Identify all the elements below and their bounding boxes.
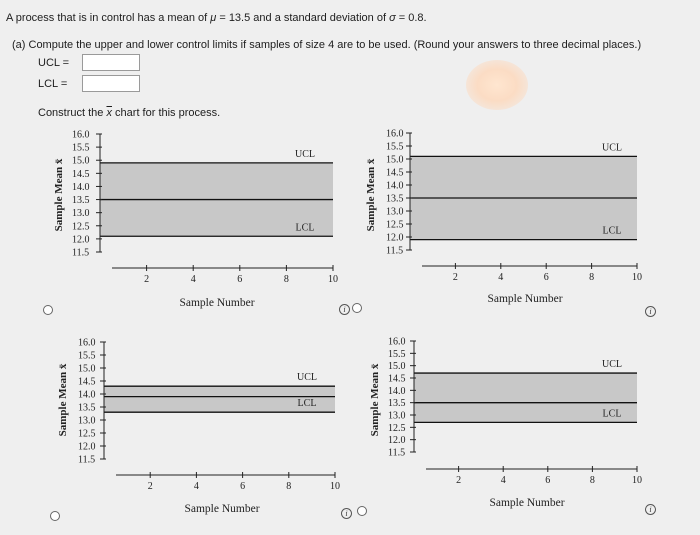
statement-end: . bbox=[423, 12, 427, 24]
info-icon-option-2[interactable]: i bbox=[645, 306, 656, 317]
y-tick-label: 15.0 bbox=[386, 154, 404, 166]
y-tick-label: 16.0 bbox=[78, 337, 96, 349]
y-tick-label: 14.0 bbox=[72, 181, 90, 193]
y-tick-label: 14.0 bbox=[388, 385, 406, 397]
y-axis-title: Sample Mean x̄ bbox=[369, 363, 381, 437]
x-tick-label: 4 bbox=[498, 272, 504, 283]
info-icon-option-3[interactable]: i bbox=[341, 508, 352, 519]
y-tick-label: 11.5 bbox=[78, 454, 96, 466]
radio-option-3[interactable] bbox=[50, 511, 60, 521]
y-tick-label: 11.5 bbox=[388, 447, 406, 459]
y-tick-label: 12.5 bbox=[72, 221, 90, 233]
y-tick-label: 15.0 bbox=[78, 363, 96, 375]
x-tick-label: 10 bbox=[632, 272, 642, 283]
y-tick-label: 16.0 bbox=[388, 336, 406, 348]
x-tick-label: 10 bbox=[632, 475, 642, 486]
x-tick-label: 8 bbox=[286, 481, 292, 492]
y-tick-label: 12.5 bbox=[78, 428, 96, 440]
y-axis-title: Sample Mean x̄ bbox=[57, 363, 69, 437]
mean-value: 13.5 bbox=[228, 12, 251, 24]
x-tick-label: 8 bbox=[283, 274, 289, 285]
y-tick-label: 15.5 bbox=[72, 142, 90, 154]
x-axis-title: Sample Number bbox=[487, 293, 563, 305]
x-tick-label: 2 bbox=[452, 272, 458, 283]
x-bar-symbol: $\overline{x}$ bbox=[106, 107, 112, 119]
y-tick-label: 15.5 bbox=[388, 348, 406, 360]
y-tick-label: 13.0 bbox=[386, 206, 404, 218]
y-tick-label: 15.5 bbox=[386, 141, 404, 153]
ucl-chart-label: UCL bbox=[297, 372, 317, 384]
y-tick-label: 13.5 bbox=[72, 195, 90, 207]
y-tick-label: 14.5 bbox=[386, 167, 404, 179]
ucl-chart-label: UCL bbox=[602, 359, 622, 371]
x-axis-title: Sample Number bbox=[179, 297, 255, 309]
mu-symbol: μ bbox=[210, 12, 217, 24]
y-tick-label: 16.0 bbox=[386, 128, 404, 140]
statement-middle: and a standard deviation of bbox=[250, 12, 390, 24]
y-tick-label: 12.0 bbox=[386, 232, 404, 244]
part-a-question: (a) Compute the upper and lower control limits if samples of size 4 are to be used. (Round your answers to three decimal places.) bbox=[12, 39, 642, 51]
x-axis-title: Sample Number bbox=[184, 503, 260, 515]
x-tick-label: 6 bbox=[237, 274, 243, 285]
x-tick-label: 6 bbox=[240, 481, 246, 492]
x-tick-label: 6 bbox=[545, 475, 551, 486]
lcl-chart-label: LCL bbox=[602, 225, 622, 237]
y-tick-label: 14.5 bbox=[78, 376, 96, 388]
info-icon-option-1[interactable]: i bbox=[339, 304, 350, 315]
x-tick-label: 10 bbox=[328, 274, 338, 285]
y-tick-label: 14.0 bbox=[386, 180, 404, 192]
y-tick-label: 13.5 bbox=[388, 398, 406, 410]
y-tick-label: 12.0 bbox=[78, 441, 96, 453]
radio-option-1[interactable] bbox=[43, 305, 53, 315]
x-tick-label: 10 bbox=[330, 481, 340, 492]
y-tick-label: 13.5 bbox=[386, 193, 404, 205]
lcl-chart-label: LCL bbox=[295, 222, 315, 234]
y-tick-label: 14.5 bbox=[388, 373, 406, 385]
ucl-chart-label: UCL bbox=[295, 148, 315, 160]
y-tick-label: 12.5 bbox=[386, 219, 404, 231]
x-tick-label: 4 bbox=[193, 481, 199, 492]
x-tick-label: 8 bbox=[589, 272, 595, 283]
y-tick-label: 15.5 bbox=[78, 350, 96, 362]
y-tick-label: 12.5 bbox=[388, 422, 406, 434]
y-tick-label: 14.0 bbox=[78, 389, 96, 401]
y-axis-title: Sample Mean x̄ bbox=[53, 158, 65, 232]
radio-option-4[interactable] bbox=[357, 506, 367, 516]
x-tick-label: 2 bbox=[456, 475, 462, 486]
y-tick-label: 12.0 bbox=[388, 435, 406, 447]
y-tick-label: 13.0 bbox=[78, 415, 96, 427]
x-axis-title: Sample Number bbox=[489, 497, 565, 509]
lcl-label: LCL = bbox=[38, 78, 68, 90]
y-tick-label: 14.5 bbox=[72, 168, 90, 180]
statement-prefix: A process that is in control has a mean of bbox=[6, 12, 211, 24]
lcl-chart-label: LCL bbox=[297, 398, 317, 410]
sd-value: 0.8 bbox=[408, 12, 424, 24]
y-tick-label: 11.5 bbox=[386, 245, 404, 257]
x-tick-label: 6 bbox=[543, 272, 549, 283]
y-tick-label: 16.0 bbox=[72, 129, 90, 141]
radio-option-2[interactable] bbox=[352, 303, 362, 313]
sigma-symbol: σ bbox=[389, 12, 396, 24]
construct-suffix: chart for this process. bbox=[111, 107, 221, 119]
y-tick-label: 12.0 bbox=[72, 234, 90, 246]
y-tick-label: 13.0 bbox=[388, 410, 406, 422]
y-tick-label: 15.0 bbox=[72, 155, 90, 167]
y-tick-label: 13.0 bbox=[72, 208, 90, 220]
x-tick-label: 2 bbox=[144, 274, 150, 285]
lcl-chart-label: LCL bbox=[602, 408, 622, 420]
x-tick-label: 4 bbox=[190, 274, 196, 285]
y-tick-label: 15.0 bbox=[388, 361, 406, 373]
x-tick-label: 8 bbox=[589, 475, 595, 486]
problem-statement: A process that is in control has a mean of μ = 13.5 and a standard deviation of σ = 0.8. bbox=[6, 12, 427, 24]
y-tick-label: 11.5 bbox=[72, 247, 90, 259]
y-axis-title: Sample Mean x̄ bbox=[365, 158, 377, 232]
x-tick-label: 4 bbox=[500, 475, 506, 486]
y-tick-label: 13.5 bbox=[78, 402, 96, 414]
construct-prefix: Construct the bbox=[38, 107, 107, 119]
ucl-chart-label: UCL bbox=[602, 142, 622, 154]
info-icon-option-4[interactable]: i bbox=[645, 504, 656, 515]
x-tick-label: 2 bbox=[147, 481, 153, 492]
ucl-label: UCL = bbox=[38, 57, 70, 69]
